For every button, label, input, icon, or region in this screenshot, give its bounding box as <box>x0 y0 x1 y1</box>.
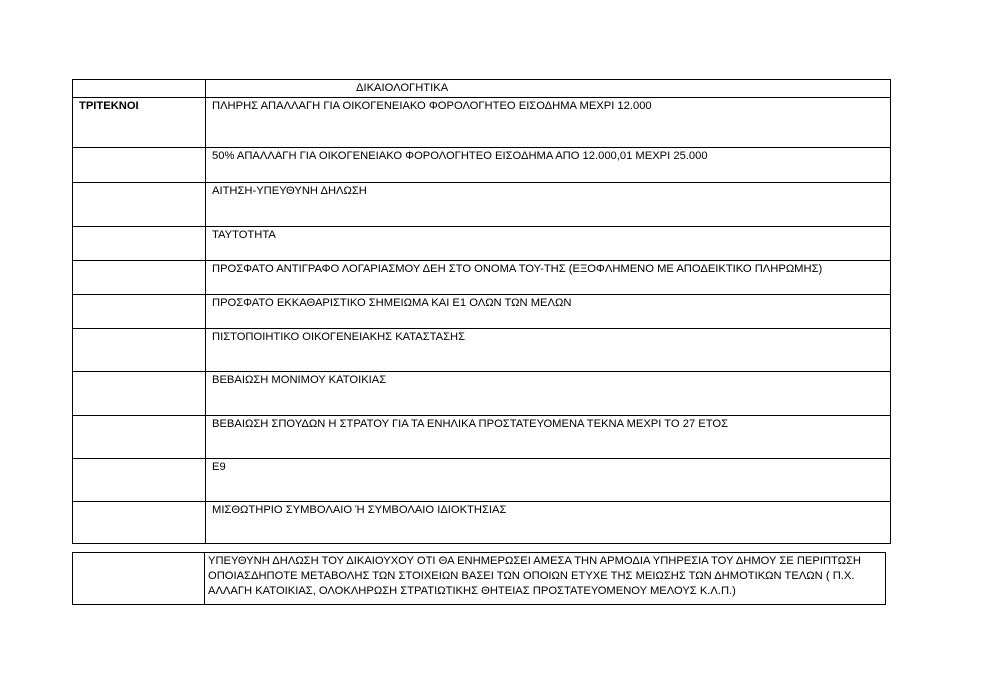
table-row <box>73 148 891 183</box>
requirement-cell: ΠΡΟΣΦΑΤΟ ΑΝΤΙΓΡΑΦΟ ΛΟΓΑΡΙΑΣΜΟΥ ΔΕΗ ΣΤΟ ΟΝΟΜΑ ΤΟΥ-ΤΗΣ (ΕΞΟΦΛΗΜΕΝΟ ΜΕ ΑΠΟΔΕΙΚΤΙΚΟ ΠΛΗΡΩΜΗΣ) <box>206 261 891 295</box>
table-row <box>73 261 891 295</box>
table-row <box>73 183 891 227</box>
requirement-cell: Ε9 <box>206 459 891 502</box>
table-header-row <box>73 80 891 98</box>
requirement-cell: ΠΙΣΤΟΠΟΙΗΤΙΚΟ ΟΙΚΟΓΕΝΕΙΑΚΗΣ ΚΑΤΑΣΤΑΣΗΣ <box>206 329 891 372</box>
requirement-cell: 50% ΑΠΑΛΛΑΓΗ ΓΙΑ ΟΙΚΟΓΕΝΕΙΑΚΟ ΦΟΡΟΛΟΓΗΤΕΟ ΕΙΣΟΔΗΜΑ ΑΠΟ 12.000,01 ΜΕΧΡΙ 25.000 <box>206 148 891 183</box>
category-cell-empty <box>73 372 206 416</box>
table-row <box>73 227 891 261</box>
declaration-row <box>73 553 886 605</box>
requirement-cell: ΜΙΣΘΩΤΗΡΙΟ ΣΥΜΒΟΛΑΙΟ Ή ΣΥΜΒΟΛΑΙΟ ΙΔΙΟΚΤΗΣΙΑΣ <box>206 502 891 544</box>
table-row <box>73 502 891 544</box>
declaration-cell-empty <box>73 553 205 605</box>
category-cell: ΤΡΙΤΕΚΝΟΙ <box>73 98 206 148</box>
category-cell-empty <box>73 183 206 227</box>
table-row <box>73 459 891 502</box>
requirement-cell: ΒΕΒΑΙΩΣΗ ΣΠΟΥΔΩΝ Η ΣΤΡΑΤΟΥ ΓΙΑ ΤΑ ΕΝΗΛΙΚΑ ΠΡΟΣΤΑΤΕΥΟΜΕΝΑ ΤΕΚΝΑ ΜΕΧΡΙ ΤΟ 27 ΕΤΟΣ <box>206 416 891 459</box>
requirement-cell: ΠΛΗΡΗΣ ΑΠΑΛΛΑΓΗ ΓΙΑ ΟΙΚΟΓΕΝΕΙΑΚΟ ΦΟΡΟΛΟΓΗΤΕΟ ΕΙΣΟΔΗΜΑ ΜΕΧΡΙ 12.000 <box>206 98 891 148</box>
requirement-cell: ΒΕΒΑΙΩΣΗ ΜΟΝΙΜΟΥ ΚΑΤΟΙΚΙΑΣ <box>206 372 891 416</box>
category-cell-empty <box>73 502 206 544</box>
requirement-cell: ΑΙΤΗΣΗ-ΥΠΕΥΘΥΝΗ ΔΗΛΩΣΗ <box>206 183 891 227</box>
table-row <box>73 98 891 148</box>
table-row <box>73 372 891 416</box>
table-row <box>73 416 891 459</box>
requirements-table <box>72 79 891 544</box>
header-cell-documents: ΔΙΚΑΙΟΛΟΓΗΤΙΚΑ <box>206 80 891 98</box>
category-cell-empty <box>73 295 206 329</box>
declaration-table <box>72 552 886 605</box>
header-cell-empty <box>73 80 206 98</box>
category-cell-empty <box>73 416 206 459</box>
requirement-cell: ΠΡΟΣΦΑΤΟ ΕΚΚΑΘΑΡΙΣΤΙΚΟ ΣΗΜΕΙΩΜΑ ΚΑΙ Ε1 ΟΛΩΝ ΤΩΝ ΜΕΛΩΝ <box>206 295 891 329</box>
category-cell-empty <box>73 459 206 502</box>
table-row <box>73 295 891 329</box>
category-cell-empty <box>73 261 206 295</box>
declaration-text: ΥΠΕΥΘΥΝΗ ΔΗΛΩΣΗ ΤΟΥ ΔΙΚΑΙΟΥΧΟΥ ΟΤΙ ΘΑ ΕΝΗΜΕΡΩΣΕΙ ΑΜΕΣΑ ΤΗΝ ΑΡΜΟΔΙΑ ΥΠΗΡΕΣΙΑ ΤΟΥ ΔΗΜΟΥ ΣΕ ΠΕΡΙΠΤΩΣΗ ΟΠΟΙΑΣΔΗΠΟΤΕ ΜΕΤΑΒΟΛΗΣ ΤΩΝ ΣΤΟΙΧΕΙΩΝ ΒΑΣΕΙ ΤΩΝ ΟΠΟΙΩΝ ΕΤΥΧΕ ΤΗΣ ΜΕΙΩΣΗΣ ΤΩΝ ΔΗΜΟΤΙΚΩΝ ΤΕΛΩΝ ( Π.Χ. ΑΛΛΑΓΗ ΚΑΤΟΙΚΙΑΣ, ΟΛΟΚΛΗΡΩΣΗ ΣΤΡΑΤΙΩΤΙΚΗΣ ΘΗΤΕΙΑΣ ΠΡΟΣΤΑΤΕΥΟΜΕΝΟΥ ΜΕΛΟΥΣ Κ.Λ.Π.) <box>205 553 886 605</box>
category-cell-empty <box>73 329 206 372</box>
requirement-cell: ΤΑΥΤΟΤΗΤΑ <box>206 227 891 261</box>
table-row <box>73 329 891 372</box>
category-cell-empty <box>73 227 206 261</box>
category-cell-empty <box>73 148 206 183</box>
